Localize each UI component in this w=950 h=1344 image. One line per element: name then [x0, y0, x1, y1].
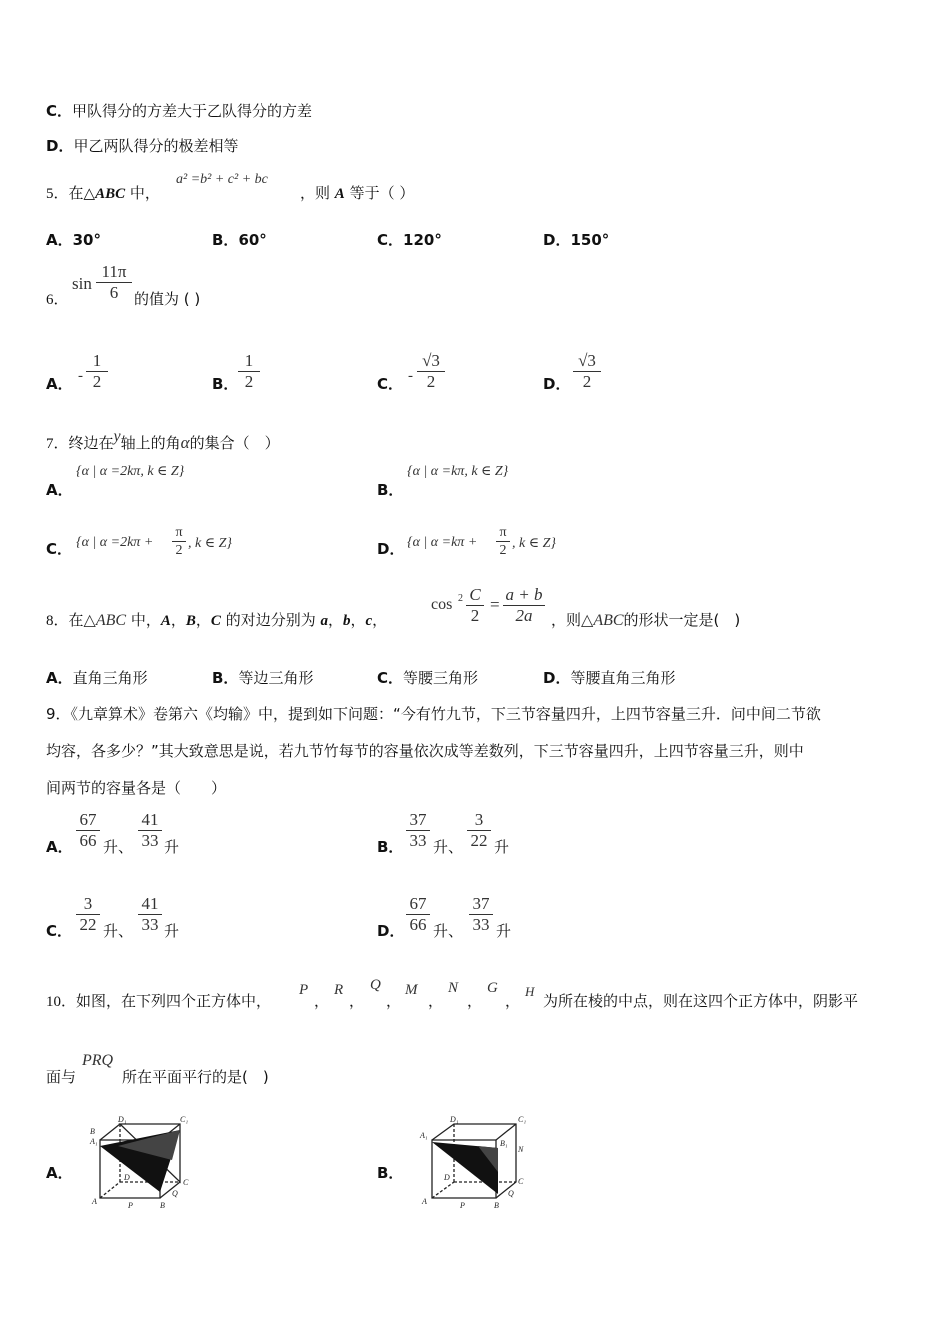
- q8-stem-end: [551, 609, 740, 630]
- denominator: 2: [172, 541, 186, 559]
- option-label[interactable]: A．: [46, 481, 73, 499]
- stem-text: 的集合（ ）: [189, 434, 280, 452]
- stem-text: 的形状一定是( ): [623, 611, 741, 629]
- q6-option-b-fraction: [238, 351, 260, 392]
- vertex-label: B: [90, 1127, 95, 1136]
- point-q: Q: [370, 977, 381, 993]
- sep: ，: [349, 992, 365, 1010]
- stem-text: 等于（ ）: [344, 184, 415, 202]
- numerator: 41: [141, 810, 159, 829]
- q8-fraction-ab: [503, 585, 545, 626]
- unit: 升: [103, 838, 119, 856]
- stem-text: ，则: [551, 611, 582, 629]
- q8-option-b[interactable]: [212, 667, 313, 688]
- denominator: 33: [469, 914, 493, 935]
- stem-text: 的对边分别为: [220, 611, 321, 629]
- question-number: 7．: [46, 436, 69, 452]
- stem-text: ，则: [300, 184, 335, 202]
- unit: 升: [103, 922, 119, 940]
- denominator: 22: [76, 914, 100, 935]
- superscript-2: 2: [458, 593, 463, 604]
- sep: ，: [170, 611, 186, 629]
- set-suffix: , k ∈ Z}: [512, 536, 556, 551]
- vertex-c: C: [210, 613, 221, 629]
- q9-c-mid: [103, 920, 133, 941]
- denominator: 2: [238, 371, 260, 392]
- q6-fraction: [96, 262, 132, 303]
- cube-edge: [100, 1124, 120, 1140]
- minus-sign: -: [78, 368, 83, 384]
- denominator: 33: [138, 914, 162, 935]
- stem-text: 如图，在下列四个正方体中，: [76, 992, 272, 1010]
- q9-d-frac-2: [469, 894, 493, 935]
- equals-sign: =: [490, 595, 500, 614]
- option-label: D．: [46, 137, 74, 155]
- option-text: 甲乙两队得分的极差相等: [73, 137, 239, 155]
- option-label: C．: [377, 669, 404, 687]
- numerator: 1: [244, 351, 254, 370]
- option-label[interactable]: B．: [377, 481, 404, 499]
- q8-option-c[interactable]: [377, 667, 478, 688]
- q6-stem: 的值为 ( ): [134, 290, 201, 308]
- q5-stem-end: [300, 182, 414, 203]
- sep: 、: [118, 838, 134, 856]
- vertex-label: P: [460, 1201, 465, 1210]
- sep: ，: [314, 992, 330, 1010]
- numerator: π: [175, 525, 183, 540]
- cube-edge: [496, 1124, 516, 1140]
- q9-a-mid: [103, 836, 133, 857]
- sep: 、: [448, 922, 464, 940]
- q9-c-frac-2: [138, 894, 162, 935]
- vertex-label: A₁: [90, 1137, 98, 1146]
- denominator: 2: [86, 371, 108, 392]
- numerator: 3: [83, 894, 93, 913]
- q9-b-frac-1: [406, 810, 430, 851]
- vertex-label: C: [518, 1177, 524, 1186]
- option-text: 等腰直角三角形: [570, 669, 676, 687]
- q4-option-d: [46, 135, 238, 156]
- q10-stem-post: 为所在棱的中点，则在这四个正方体中，阴影平: [543, 992, 859, 1010]
- vertex-label: A: [422, 1197, 427, 1206]
- q6-option-a-fraction: [86, 351, 108, 392]
- q7-option-c-fraction: [172, 524, 186, 559]
- option-label: C．: [377, 231, 404, 249]
- stem-text: 中，: [126, 611, 161, 629]
- q8-option-a[interactable]: [46, 667, 148, 688]
- sep: ，: [327, 611, 343, 629]
- option-label[interactable]: C．: [46, 922, 73, 940]
- q9-a-frac-1: [76, 810, 100, 851]
- vertex-a: A: [160, 613, 171, 629]
- q5-option-c[interactable]: [377, 229, 442, 250]
- q4-option-c: [46, 100, 312, 121]
- alpha-var: α: [180, 433, 190, 452]
- option-label[interactable]: C．: [377, 375, 404, 393]
- numerator: a + b: [505, 585, 543, 604]
- sep: ，: [467, 992, 483, 1010]
- point-g: G: [487, 980, 498, 996]
- q10-stem-start: [46, 990, 271, 1011]
- sep: 、: [448, 838, 464, 856]
- option-label[interactable]: A．: [46, 838, 73, 856]
- denominator: 33: [406, 830, 430, 851]
- option-label[interactable]: D．: [377, 540, 405, 558]
- sep: ，: [386, 992, 402, 1010]
- unit: 升: [164, 838, 180, 856]
- stem-text: 终边在: [68, 434, 114, 452]
- q5-option-a[interactable]: [46, 229, 101, 250]
- q5-option-d[interactable]: [543, 229, 609, 250]
- vertex-label: D₁: [118, 1115, 127, 1124]
- denominator: 66: [76, 830, 100, 851]
- option-label[interactable]: B．: [377, 1164, 404, 1182]
- angle-name: A: [334, 186, 345, 202]
- option-label: B．: [212, 669, 239, 687]
- triangle-name: ABC: [95, 186, 126, 202]
- numerator: 3: [474, 810, 484, 829]
- cos-function: cos: [431, 596, 453, 613]
- option-text: 等边三角形: [238, 669, 314, 687]
- vertex-label: D: [124, 1173, 130, 1182]
- option-text: 60°: [238, 231, 267, 249]
- stem-text: 在△: [68, 184, 96, 202]
- numerator: 41: [141, 894, 159, 913]
- option-label: D．: [543, 231, 571, 249]
- q9-b-frac-2: [467, 810, 491, 851]
- q9-c-frac-1: [76, 894, 100, 935]
- denominator: 2: [417, 371, 445, 392]
- vertex-label: N: [518, 1145, 524, 1154]
- q8-stem: [46, 609, 387, 630]
- numerator: 67: [79, 810, 97, 829]
- numerator: √3: [422, 351, 440, 370]
- numerator: 37: [472, 894, 490, 913]
- triangle-name: △ABC: [581, 612, 624, 629]
- numerator: √3: [578, 351, 596, 370]
- point-p: P: [299, 982, 309, 998]
- option-text: 直角三角形: [72, 669, 148, 687]
- option-label[interactable]: D．: [377, 922, 405, 940]
- option-text: 等腰三角形: [403, 669, 479, 687]
- unit: 升: [494, 838, 510, 856]
- q7-option-d-fraction: [496, 524, 510, 559]
- vertex-label: A: [92, 1197, 97, 1206]
- vertex-label: A₁: [420, 1131, 428, 1140]
- q7-option-b-set: {α | α =kπ, k ∈ Z}: [407, 464, 509, 479]
- option-label: C．: [46, 102, 73, 120]
- stem-text: 轴上的角: [120, 434, 181, 452]
- point-r: R: [334, 982, 344, 998]
- q6-option-c-fraction: [417, 351, 445, 392]
- question-number: 10．: [46, 994, 77, 1010]
- option-label: A．: [46, 669, 73, 687]
- option-label[interactable]: D．: [543, 375, 571, 393]
- q9-d-mid: [433, 920, 463, 941]
- option-label[interactable]: A．: [46, 1164, 73, 1182]
- q6-option-d-fraction: [573, 351, 601, 392]
- denominator: 6: [96, 282, 132, 303]
- q9-a-frac-2: [138, 810, 162, 851]
- minus-sign: -: [408, 368, 413, 384]
- sep: ，: [372, 611, 388, 629]
- vertex-b: B: [185, 613, 196, 629]
- vertex-label: C₁: [180, 1115, 189, 1124]
- vertex-label: B: [494, 1201, 499, 1210]
- unit: 升: [496, 922, 512, 940]
- denominator: 2: [466, 605, 484, 626]
- option-label[interactable]: C．: [46, 540, 73, 558]
- denominator: 2a: [503, 605, 545, 626]
- side-c: c: [365, 613, 373, 629]
- sep: ，: [505, 992, 521, 1010]
- q5-stem: [46, 182, 160, 203]
- option-label[interactable]: A．: [46, 375, 73, 393]
- numerator: 37: [409, 810, 427, 829]
- q5-formula: a² =b² + c² + bc: [176, 172, 268, 187]
- numerator: π: [499, 525, 507, 540]
- option-label[interactable]: B．: [377, 838, 404, 856]
- numerator: 1: [92, 351, 102, 370]
- vertex-label: Q: [508, 1189, 514, 1198]
- set-suffix: , k ∈ Z}: [188, 536, 232, 551]
- q10-figure-b: [418, 1112, 528, 1212]
- option-label: D．: [543, 669, 571, 687]
- option-text: 120°: [403, 231, 442, 249]
- denominator: 33: [138, 830, 162, 851]
- set-prefix: {α | α =kπ +: [407, 535, 478, 550]
- vertex-label: B: [160, 1201, 165, 1210]
- q9-stem-line-3: 间两节的容量各是（ ）: [46, 779, 227, 797]
- cube-hidden-edge: [100, 1182, 120, 1198]
- triangle-name: △ABC: [83, 612, 127, 629]
- sep: ，: [350, 611, 366, 629]
- q8-fraction-c: [466, 585, 484, 626]
- q10-line-2-pre: 面与: [46, 1068, 77, 1086]
- q5-option-b[interactable]: [212, 229, 267, 250]
- q7-option-a-set: {α | α =2kπ, k ∈ Z}: [76, 464, 185, 479]
- sin-function: sin: [72, 274, 92, 293]
- sep: 、: [118, 922, 134, 940]
- vertex-label: D₁: [450, 1115, 459, 1124]
- side-b: b: [342, 613, 351, 629]
- point-n: N: [448, 980, 459, 996]
- stem-text: 中，: [125, 184, 160, 202]
- q9-stem-line-1: 9．《九章算术》卷第六《均输》中，提到如下问题：“今有竹九节，下三节容量四升，上四节容量三升．问中间二节欲: [46, 705, 821, 723]
- q10-line-2-post: 所在平面平行的是( ): [122, 1068, 269, 1086]
- sep: ，: [428, 992, 444, 1010]
- question-number: 6．: [46, 292, 69, 308]
- point-h: H: [525, 984, 535, 999]
- unit: 升: [433, 922, 449, 940]
- option-label: B．: [212, 231, 239, 249]
- option-text: 150°: [570, 231, 610, 249]
- sep: ，: [195, 611, 211, 629]
- q7-stem: [46, 428, 280, 453]
- vertex-label: D: [444, 1173, 450, 1182]
- vertex-label: C₁: [518, 1115, 527, 1124]
- option-label[interactable]: B．: [212, 375, 239, 393]
- question-number: 5．: [46, 186, 69, 202]
- stem-text: 在: [68, 611, 84, 629]
- point-m: M: [405, 982, 418, 998]
- side-a: a: [320, 613, 328, 629]
- denominator: 22: [467, 830, 491, 851]
- option-text: 甲队得分的方差大于乙队得分的方差: [72, 102, 313, 120]
- q9-stem-line-2: 均容，各多少？”其大致意思是说，若九节竹每节的容量依次成等差数列，下三节容量四升，上四节容量三升，则中: [46, 742, 804, 760]
- vertex-label: Q: [172, 1189, 178, 1198]
- vertex-label: C: [183, 1178, 189, 1187]
- vertex-label: B₁: [500, 1139, 508, 1148]
- denominator: 66: [406, 914, 430, 935]
- q9-d-frac-1: [406, 894, 430, 935]
- q8-option-d[interactable]: [543, 667, 675, 688]
- q10-figure-a: [88, 1112, 192, 1212]
- numerator: 11π: [101, 262, 127, 281]
- question-number: 8．: [46, 613, 69, 629]
- denominator: 2: [496, 541, 510, 559]
- plane-prq: PRQ: [82, 1052, 114, 1069]
- unit: 升: [164, 922, 180, 940]
- numerator: 67: [409, 894, 427, 913]
- y-axis-var: y: [113, 428, 121, 445]
- q9-b-mid: [433, 836, 463, 857]
- vertex-label: P: [128, 1201, 133, 1210]
- set-prefix: {α | α =2kπ +: [76, 535, 154, 550]
- numerator: C: [469, 585, 481, 604]
- unit: 升: [433, 838, 449, 856]
- option-text: 30°: [72, 231, 101, 249]
- option-label: A．: [46, 231, 73, 249]
- cube-hidden-edge: [432, 1182, 454, 1198]
- denominator: 2: [573, 371, 601, 392]
